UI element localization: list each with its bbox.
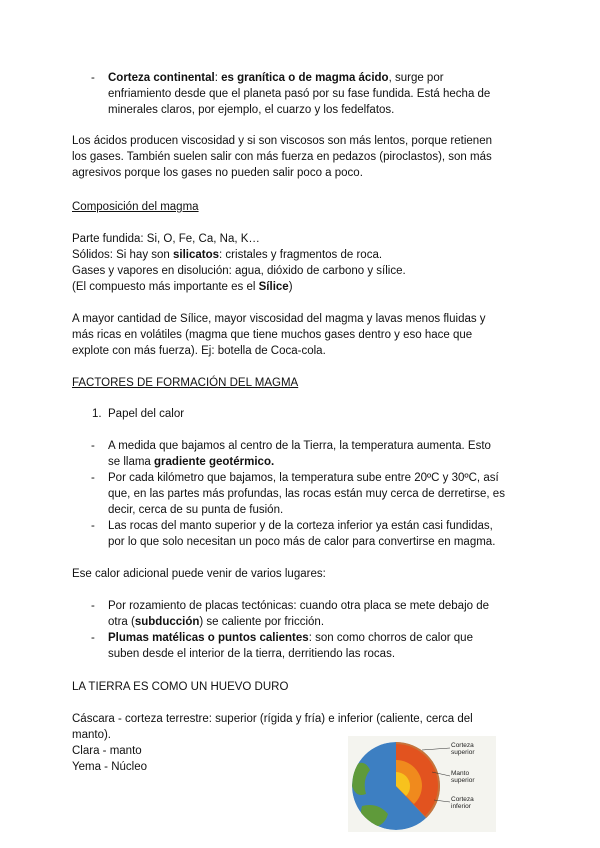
silice-paragraph-line3: explote con más fuerza). Ej: botella de Coca-cola. — [72, 345, 326, 357]
corteza-continental-line2: enfriamiento desde que el planeta pasó por su fase fundida. Está hecha de — [108, 88, 491, 100]
gases-line: Gases y vapores en disolución: agua, dióxido de carbono y sílice. — [72, 265, 406, 277]
calor-adicional-intro: Ese calor adicional puede venir de varios lugares: — [72, 568, 326, 580]
cascara-line1: Cáscara - corteza terrestre: superior (rígida y fría) e inferior (caliente, cerca del — [72, 713, 473, 725]
acidos-paragraph-line1: Los ácidos producen viscosidad y si son viscosos son más lentos, porque retienen — [72, 135, 492, 147]
rozamiento-line1: Por rozamiento de placas tectónicas: cuando otra placa se mete debajo de — [108, 600, 490, 612]
label-corteza-inferior-2: inferior — [451, 803, 471, 810]
corteza-continental-term: Corteza continental — [108, 72, 215, 84]
acidos-paragraph-line2: los gases. También suelen salir con más fuerza en pedazos (piroclastos), son más — [72, 151, 492, 163]
solidos-line: Sólidos: Si hay son silicatos: cristales y fragmentos de roca. — [72, 249, 383, 261]
factores-b3-line2: por lo que solo necesitan un poco más de calor para convertirse en magma. — [108, 536, 496, 548]
factores-b1-line2: se llama gradiente geotérmico. — [108, 456, 275, 468]
composicion-heading: Composición del magma — [72, 201, 199, 213]
bullet-dash: - — [91, 72, 95, 84]
subduccion: subducción — [134, 616, 200, 628]
plumas-term: Plumas matélicas o puntos calientes — [108, 632, 309, 644]
silice-paragraph-line2: más ricas en volátiles (magma que tiene muchos gases dentro y eso hace que — [72, 329, 473, 341]
gradiente-geotermico: gradiente geotérmico. — [154, 456, 275, 468]
bullet-dash: - — [91, 600, 95, 612]
bullet-dash: - — [91, 440, 95, 452]
bullet-dash: - — [91, 632, 95, 644]
acidos-paragraph-line3: agresivos porque los gases no pueden salir poco a poco. — [72, 167, 363, 179]
silice-paragraph-line1: A mayor cantidad de Sílice, mayor viscosidad del magma y lavas menos fluidas y — [72, 313, 486, 325]
corteza-continental-emphasis: es granítica o de magma ácido — [221, 72, 389, 84]
yema-line: Yema - Núcleo — [72, 761, 148, 773]
bullet-dash: - — [91, 520, 95, 532]
leader-line — [422, 748, 450, 750]
label-corteza-superior-1: Corteza — [451, 742, 474, 749]
label-corteza-superior-2: superior — [451, 749, 475, 756]
papel-del-calor: Papel del calor — [108, 408, 185, 420]
rozamiento-line2: otra (subducción) se caliente por fricción. — [108, 616, 325, 628]
clara-line: Clara - manto — [72, 745, 142, 757]
list-number: 1. — [92, 408, 102, 420]
plumas-line1: Plumas matélicas o puntos calientes: son como chorros de calor que — [108, 632, 473, 644]
label-manto-superior-1: Manto — [451, 770, 470, 777]
factores-b3-line1: Las rocas del manto superior y de la corteza inferior ya están casi fundidas, — [108, 520, 493, 532]
factores-b1-line1: A medida que bajamos al centro de la Tierra, la temperatura aumenta. Esto — [108, 440, 491, 452]
corteza-continental-line3: minerales claros, por ejemplo, el cuarzo y los fedelfatos. — [108, 104, 395, 116]
huevo-heading: LA TIERRA ES COMO UN HUEVO DURO — [72, 681, 289, 693]
factores-heading: FACTORES DE FORMACIÓN DEL MAGMA — [72, 377, 299, 389]
earth-layers-figure — [348, 736, 496, 832]
factores-b2-line1: Por cada kilómetro que bajamos, la temperatura sube entre 20ºC y 30ºC, así — [108, 472, 499, 484]
plumas-line2: suben desde el interior de la tierra, derritiendo las rocas. — [108, 648, 396, 660]
compuesto-line: (El compuesto más importante es el Sílice) — [72, 281, 293, 293]
bullet-dash: - — [91, 472, 95, 484]
earth-cutaway-image — [348, 736, 496, 832]
corteza-continental-line1: Corteza continental: es granítica o de magma ácido, surge por — [108, 72, 444, 84]
parte-fundida: Parte fundida: Si, O, Fe, Ca, Na, K… — [72, 233, 260, 245]
factores-b2-line3: decir, cerca de su punta de fusión. — [108, 504, 284, 516]
factores-b2-line2: que, en las partes más profundas, las rocas están muy cerca de derretirse, es — [108, 488, 505, 500]
cascara-line2: manto). — [72, 729, 111, 741]
label-manto-superior-2: superior — [451, 777, 475, 784]
label-corteza-inferior-1: Corteza — [451, 796, 474, 803]
